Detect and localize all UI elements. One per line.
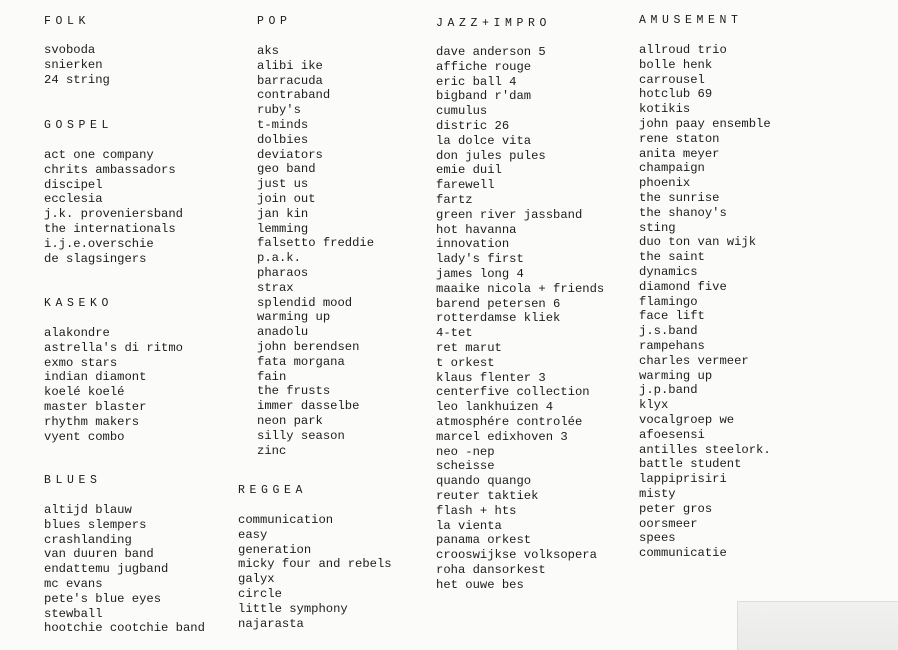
band-name: james long 4 — [436, 266, 524, 281]
pop-list — [257, 44, 374, 458]
band-name: champaign — [639, 161, 705, 176]
band-name: just us — [257, 177, 309, 192]
band-name: lappiprisiri — [639, 472, 727, 487]
band-name: hot havanna — [436, 222, 517, 237]
band-name: strax — [257, 280, 294, 295]
band-name: the sunrise — [639, 190, 720, 205]
amusement-heading: AMUSEMENT — [639, 14, 743, 27]
band-name: spees — [639, 531, 676, 546]
band-name: panama orkest — [436, 533, 532, 548]
band-name: barracuda — [257, 73, 323, 88]
blues-heading: BLUES — [44, 474, 102, 487]
band-name: j.k. proveniersband — [44, 207, 183, 222]
band-name: quando quango — [436, 474, 532, 489]
band-name: circle — [238, 586, 282, 601]
band-name: act one company — [44, 148, 154, 162]
band-name: don jules pules — [436, 148, 546, 163]
band-name: endattemu jugband — [44, 562, 169, 577]
band-name: stewball — [44, 606, 103, 621]
band-name: pete's blue eyes — [44, 591, 162, 606]
band-name: hootchie cootchie band — [44, 621, 205, 636]
band-name: klaus flenter 3 — [436, 370, 546, 385]
band-name: klyx — [639, 398, 669, 413]
band-name: the shanoy's — [639, 205, 727, 220]
band-name: alibi ike — [257, 58, 323, 73]
band-name: eric ball 4 — [436, 74, 517, 89]
band-name: generation — [238, 542, 312, 557]
jazz-impro-list — [436, 45, 604, 592]
band-name: fain — [257, 369, 287, 384]
kaseko-heading: KASEKO — [44, 297, 114, 310]
gospel-heading: GOSPEL — [44, 119, 114, 132]
band-name: cumulus — [436, 104, 488, 119]
band-name: het ouwe bes — [436, 577, 524, 592]
band-name: koelé koelé — [44, 385, 125, 400]
band-name: najarasta — [238, 616, 304, 631]
band-name: anadolu — [257, 325, 309, 340]
band-name: john paay ensemble — [639, 116, 771, 131]
jazz-impro-heading: JAZZ+IMPRO — [436, 17, 552, 30]
band-name: contraband — [257, 88, 331, 103]
blues-list — [44, 503, 205, 636]
band-name: diamond five — [639, 279, 727, 294]
band-name: silly season — [257, 428, 345, 443]
band-name: antilles steelork. — [639, 442, 771, 457]
band-name: dynamics — [639, 264, 698, 279]
band-name: reuter taktiek — [436, 488, 539, 503]
band-name: join out — [257, 191, 316, 206]
band-name: rene staton — [639, 131, 720, 146]
band-name: crashlanding — [44, 532, 132, 547]
band-name: p.a.k. — [257, 251, 301, 266]
band-name: fata morgana — [257, 354, 345, 369]
reggea-heading: REGGEA — [238, 484, 308, 497]
band-name: lemming — [257, 221, 309, 236]
band-name: galyx — [238, 572, 275, 587]
band-name: svoboda — [44, 43, 96, 57]
band-name: roha dansorkest — [436, 562, 546, 577]
band-name: falsetto freddie — [257, 236, 375, 251]
band-name: snierken — [44, 57, 103, 72]
band-name: john berendsen — [257, 339, 360, 354]
band-name: rhythm makers — [44, 414, 140, 429]
band-name: marcel edixhoven 3 — [436, 429, 568, 444]
band-name: bigband r'dam — [436, 89, 532, 104]
band-name: the saint — [639, 250, 705, 265]
band-name: allroud trio — [639, 43, 727, 57]
band-name: vocalgroep we — [639, 412, 735, 427]
paper-corner-shadow — [737, 601, 898, 650]
band-name: ruby's — [257, 103, 301, 118]
band-name: van duuren band — [44, 547, 154, 562]
band-name: phoenix — [639, 176, 691, 191]
band-name: micky four and rebels — [238, 557, 392, 572]
band-name: innovation — [436, 237, 510, 252]
gospel-list — [44, 148, 183, 266]
band-name: mc evans — [44, 576, 103, 591]
band-name: sting — [639, 220, 676, 235]
band-name: astrella's di ritmo — [44, 340, 183, 355]
band-name: pharaos — [257, 265, 309, 280]
band-name: centerfive collection — [436, 385, 590, 400]
band-name: dolbies — [257, 132, 309, 147]
band-name: scheisse — [436, 459, 495, 474]
band-name: barend petersen 6 — [436, 296, 561, 311]
band-name: distric 26 — [436, 118, 510, 133]
band-name: affiche rouge — [436, 59, 532, 74]
band-name: hotclub 69 — [639, 87, 713, 102]
band-name: ret marut — [436, 340, 502, 355]
band-name: crooswijkse volksopera — [436, 548, 597, 563]
band-name: j.p.band — [639, 383, 698, 398]
band-name: warming up — [639, 368, 713, 383]
band-name: deviators — [257, 147, 323, 162]
band-name: indian diamont — [44, 370, 147, 385]
band-name: alakondre — [44, 326, 110, 340]
band-name: de slagsingers — [44, 251, 147, 266]
band-name: immer dasselbe — [257, 399, 360, 414]
band-name: ecclesia — [44, 192, 103, 207]
band-name: flash + hts — [436, 503, 517, 518]
band-name: jan kin — [257, 206, 309, 221]
band-name: easy — [238, 527, 268, 542]
band-name: splendid mood — [257, 295, 353, 310]
band-name: communicatie — [639, 546, 727, 561]
band-name: oorsmeer — [639, 516, 698, 531]
band-name: misty — [639, 486, 676, 501]
band-name: anita meyer — [639, 146, 720, 161]
band-name: t orkest — [436, 355, 495, 370]
band-name: fartz — [436, 192, 473, 207]
band-name: carrousel — [639, 72, 705, 87]
reggea-list — [238, 513, 392, 631]
band-name: flamingo — [639, 294, 698, 309]
band-name: peter gros — [639, 501, 713, 516]
band-name: little symphony — [238, 601, 348, 616]
band-name: face lift — [639, 309, 705, 324]
band-name: exmo stars — [44, 355, 118, 370]
band-name: i.j.e.overschie — [44, 236, 154, 251]
band-name: la vienta — [436, 518, 502, 533]
band-name: neon park — [257, 413, 323, 428]
band-name: blues slempers — [44, 517, 147, 532]
band-name: duo ton van wijk — [639, 235, 757, 250]
band-name: maaike nicola + friends — [436, 281, 605, 296]
band-name: aks — [257, 44, 279, 58]
band-name: altijd blauw — [44, 503, 132, 517]
amusement-list — [639, 43, 771, 561]
band-name: rampehans — [639, 338, 705, 353]
band-name: j.s.band — [639, 324, 698, 339]
folk-list — [44, 43, 110, 87]
band-name: the internationals — [44, 221, 176, 236]
band-name: chrits ambassadors — [44, 162, 176, 177]
band-name: communication — [238, 513, 334, 527]
folk-heading: FOLK — [44, 15, 91, 28]
band-name: geo band — [257, 162, 316, 177]
band-name: t-minds — [257, 117, 309, 132]
pop-heading: POP — [257, 15, 292, 28]
band-name: master blaster — [44, 399, 147, 414]
band-name: leo lankhuizen 4 — [436, 400, 554, 415]
band-name: kotikis — [639, 102, 691, 117]
band-name: green river jassband — [436, 207, 583, 222]
band-name: vyent combo — [44, 429, 125, 444]
kaseko-list — [44, 326, 183, 444]
band-name: discipel — [44, 177, 103, 192]
band-name: afoesensi — [639, 427, 705, 442]
band-name: farewell — [436, 178, 495, 193]
band-name: neo -nep — [436, 444, 495, 459]
band-name: dave anderson 5 — [436, 45, 546, 59]
band-name: 4-tet — [436, 326, 473, 341]
band-name: charles vermeer — [639, 353, 749, 368]
band-name: lady's first — [436, 252, 524, 267]
band-name: la dolce vita — [436, 133, 532, 148]
band-name: battle student — [639, 457, 742, 472]
band-name: emie duil — [436, 163, 502, 178]
band-name: rotterdamse kliek — [436, 311, 561, 326]
band-name: atmosphére controlée — [436, 414, 583, 429]
band-name: warming up — [257, 310, 331, 325]
band-name: the frusts — [257, 384, 331, 399]
band-name: 24 string — [44, 72, 110, 87]
band-name: zinc — [257, 443, 287, 458]
band-name: bolle henk — [639, 57, 713, 72]
